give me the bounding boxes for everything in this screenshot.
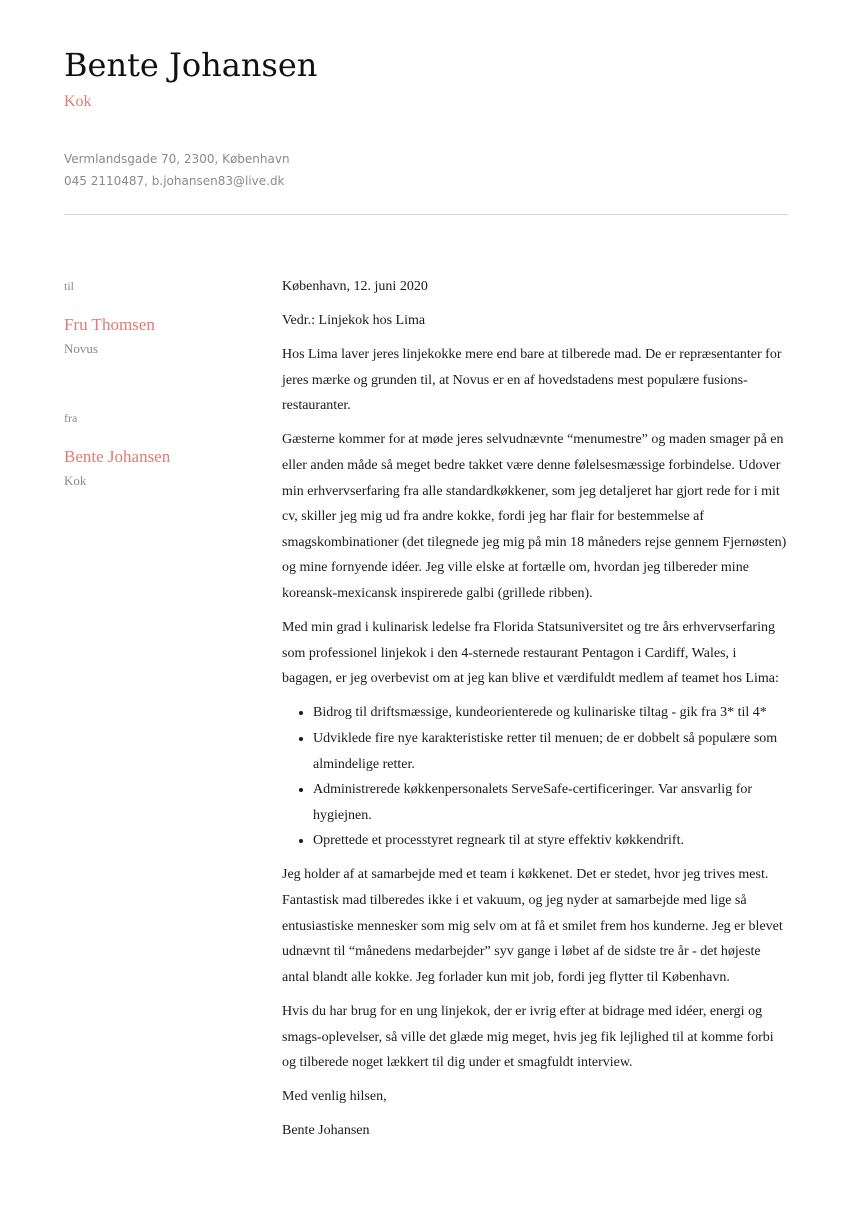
letter-body	[282, 274, 790, 1152]
list-item: • Administrerede køkkenpersonalets ServeSafe-certificeringer. Var ansvarlig for hygiejnen.	[313, 777, 790, 828]
letter-paragraph: Hos Lima laver jeres linjekokke mere end bare at tilberede mad. De er repræsentanter for jeres mærke og grunden til, at Novus er en af hovedstadens mest populære fusions-restauranter.	[282, 347, 782, 414]
recipient-label: til	[64, 279, 75, 293]
recipient-block	[64, 278, 155, 358]
letter-sign-off: Med venlig hilsen,	[282, 1089, 387, 1105]
letter-paragraph: Med min grad i kulinarisk ledelse fra Florida Statsuniversitet og tre års erhvervserfaring som professionel linjekok i den 4-sternede restaurant Pentagon i Cardiff, Wales, i bagagen, er jeg overbevist om at jeg kan blive et værdifuldt medlem af teamet hos Lima:	[282, 620, 779, 687]
letter-paragraph: Hvis du har brug for en ung linjekok, der er ivrig efter at bidrage med idéer, energi og smags-oplevelser, så ville det glæde mig meget, hvis jeg fik lejlighed til at komme forbi og tilberede noget lækkert til dig under et smagfuldt interview.	[282, 1003, 774, 1071]
sender-block	[64, 410, 170, 490]
applicant-name: Bente Johansen	[64, 46, 318, 84]
recipient-name: Fru Thomsen	[64, 315, 155, 334]
letter-subject: Vedr.: Linjekok hos Lima	[282, 313, 426, 329]
letter-signature: Bente Johansen	[282, 1123, 370, 1139]
applicant-title: Kok	[64, 93, 92, 110]
letter-paragraph: Gæsterne kommer for at møde jeres selvudnævnte “menumestre” og maden smager på en eller anden måde så meget bedre takket være denne følelsesmæssige forbindelse. Udover min erhvervserfaring fra alle standardkøkkener, som jeg detaljeret har gjort rede for i mit cv, skiller jeg mig ud fra andre kokke, fordi jeg har flair for bestemmelse af smagskombinationer (det tilegnede jeg mig på min 18 måneders rejse gennem Fjernøsten) og mine fornyende idéer. Jeg ville elske at fortælle om, hvordan jeg tilbereder mine koreansk-mexicansk inspirerede galbi (grillede ribben).	[282, 432, 787, 602]
contact-info	[64, 148, 290, 192]
list-item: • Oprettede et processtyret regneark til at styre effektiv køkkendrift.	[313, 828, 790, 854]
contact-address: Vermlandsgade 70, 2300, København	[64, 152, 290, 166]
list-item: • Bidrog til driftsmæssige, kundeorienterede og kulinariske tiltag - gik fra 3* til 4*	[313, 700, 790, 726]
header	[64, 44, 788, 112]
contact-phone-email: 045 2110487, b.johansen83@live.dk	[64, 174, 285, 188]
recipient-company: Novus	[64, 341, 98, 356]
list-item: • Udviklede fire nye karakteristiske retter til menuen; de er dobbelt så populære som almindelige retter.	[313, 726, 790, 777]
header-divider	[64, 214, 788, 215]
sender-name: Bente Johansen	[64, 447, 171, 466]
sender-label: fra	[64, 411, 78, 425]
sender-role: Kok	[64, 473, 87, 488]
achievement-list	[282, 700, 790, 854]
letter-paragraph: Jeg holder af at samarbejde med et team i køkkenet. Det er stedet, hvor jeg trives mest. Fantastisk mad tilberedes ikke i et vakuum, og jeg nyder at samarbejde med lige så entusiastiske mennesker som mig selv om at få et smilet frem hos kunderne. Jeg er blevet udnævnt til “månedens medarbejder” syv gange i løbet af de sidste tre år - det højeste antal blandt alle kokke. Jeg forlader kun mit job, fordi jeg flytter til København.	[282, 867, 783, 985]
letter-date: København, 12. juni 2020	[282, 279, 428, 294]
